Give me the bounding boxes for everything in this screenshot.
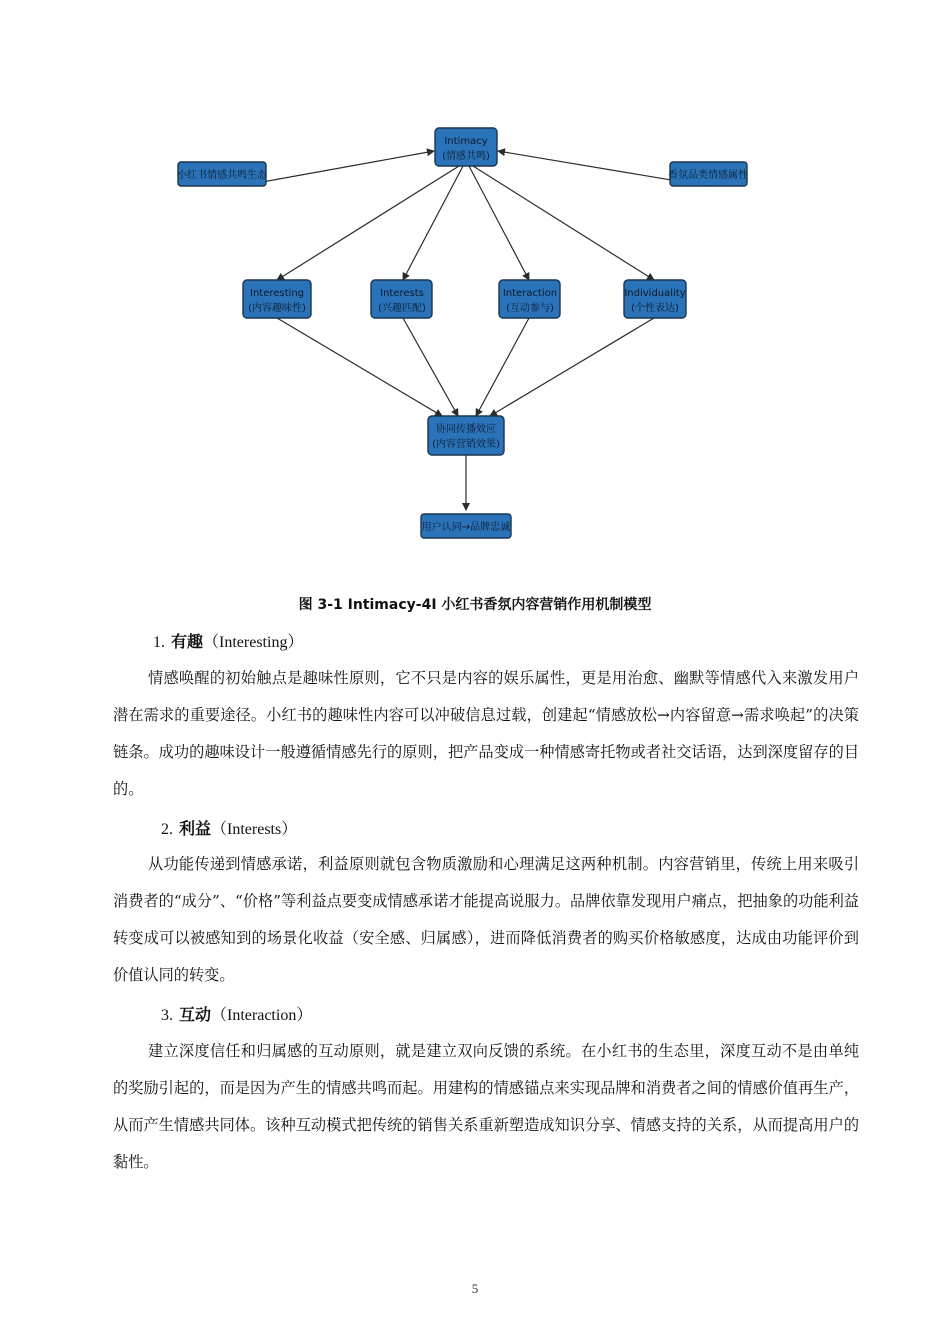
node-interesting — [243, 280, 311, 318]
node-fragrance-attributes-label: 香氛品类情感属性 — [668, 170, 748, 181]
node-fragrance-attributes — [668, 162, 748, 186]
section-2-title-en: （Interests） — [211, 821, 298, 838]
node-individuality — [624, 280, 686, 318]
section-1-title-zh: 有趣 — [171, 632, 204, 651]
section-heading-2 — [161, 816, 297, 839]
page-number: 5 — [471, 1281, 479, 1296]
node-interaction-line2: (互动参与) — [506, 303, 554, 314]
mechanism-diagram — [0, 0, 950, 580]
section-1-title-en: （Interesting） — [203, 634, 304, 651]
node-intimacy — [435, 128, 497, 166]
node-synergy-line2: (内容营销效果) — [432, 439, 500, 450]
section-heading-1 — [153, 629, 303, 652]
section-1-number: 1. — [153, 634, 165, 651]
section-2-body: 从功能传递到情感承诺，利益原则就包含物质激励和心理满足这两种机制。内容营销里，传统上用来吸引消费者的“成分”、“价格”等利益点要变成情感承诺才能提高说服力。品牌依靠发现用户痛点，把抽象的功能利益转变成可以被感知到的场景化收益（安全感、归属感），进而降低消费者的购买价格敏感度，达成由功能评价到价值认同的转变。 — [113, 855, 859, 984]
section-3-title-en: （Interaction） — [211, 1007, 313, 1024]
node-synergy — [428, 416, 504, 455]
section-2-title-zh: 利益 — [179, 819, 212, 838]
node-interesting-line2: (内容趣味性) — [248, 303, 306, 314]
node-interests-line2: (兴趣匹配) — [378, 303, 426, 314]
node-loyalty — [421, 514, 511, 538]
edge-top-to-interaction — [469, 166, 529, 280]
edge-top-to-interests — [403, 166, 463, 280]
figure-caption: 图 3-1 Intimacy-4I 小红书香氛内容营销作用机制模型 — [298, 597, 652, 613]
section-1-body: 情感唤醒的初始触点是趣味性原则，它不只是内容的娱乐属性，更是用治愈、幽默等情感代入来激发用户潜在需求的重要途径。小红书的趣味性内容可以冲破信息过载，创建起“情感放松→内容留意→需求唤起”的决策链条。成功的趣味设计一般遵循情感先行的原则，把产品变成一种情感寄托物或者社交话语，达到深度留存的目的。 — [113, 669, 859, 798]
edge-individuality-to-synergy — [490, 318, 654, 416]
node-loyalty-label: 用户认同→品牌忠诚 — [421, 522, 511, 533]
section-2-number: 2. — [161, 821, 173, 838]
node-interaction-line1: Interaction — [502, 288, 558, 299]
section-3-title-zh: 互动 — [179, 1005, 212, 1024]
edge-top-to-individuality — [473, 166, 654, 280]
edge-interaction-to-synergy — [476, 318, 529, 416]
section-heading-3 — [161, 1002, 312, 1025]
node-xiaohongshu-ecosystem — [177, 162, 268, 186]
node-interests — [371, 280, 432, 318]
node-intimacy-line2: (情感共鸣) — [442, 151, 490, 162]
edge-top-to-interesting — [277, 166, 459, 280]
node-intimacy-line1: Intimacy — [444, 136, 488, 147]
node-interests-line1: Interests — [380, 288, 424, 299]
section-3-body: 建立深度信任和归属感的互动原则，就是建立双向反馈的系统。在小红书的生态里，深度互动不是由单纯的奖励引起的，而是因为产生的情感共鸣而起。用建构的情感锚点来实现品牌和消费者之间的情感价值再生产，从而产生情感共同体。该种互动模式把传统的销售关系重新塑造成知识分享、情感支持的关系，从而提高用户的黏性。 — [113, 1042, 859, 1171]
edge-interests-to-synergy — [403, 318, 458, 416]
node-individuality-line1: Individuality — [624, 288, 686, 299]
node-interesting-line1: Interesting — [250, 288, 304, 299]
node-synergy-line1: 协同传播效应 — [436, 424, 496, 435]
edge-left-source-to-top — [240, 151, 434, 186]
edge-interesting-to-synergy — [277, 318, 442, 416]
section-3-number: 3. — [161, 1007, 173, 1024]
node-interaction — [499, 280, 560, 318]
node-xiaohongshu-ecosystem-label: 小红书情感共鸣生态 — [177, 170, 267, 181]
node-individuality-line2: (个性表达) — [631, 303, 679, 314]
